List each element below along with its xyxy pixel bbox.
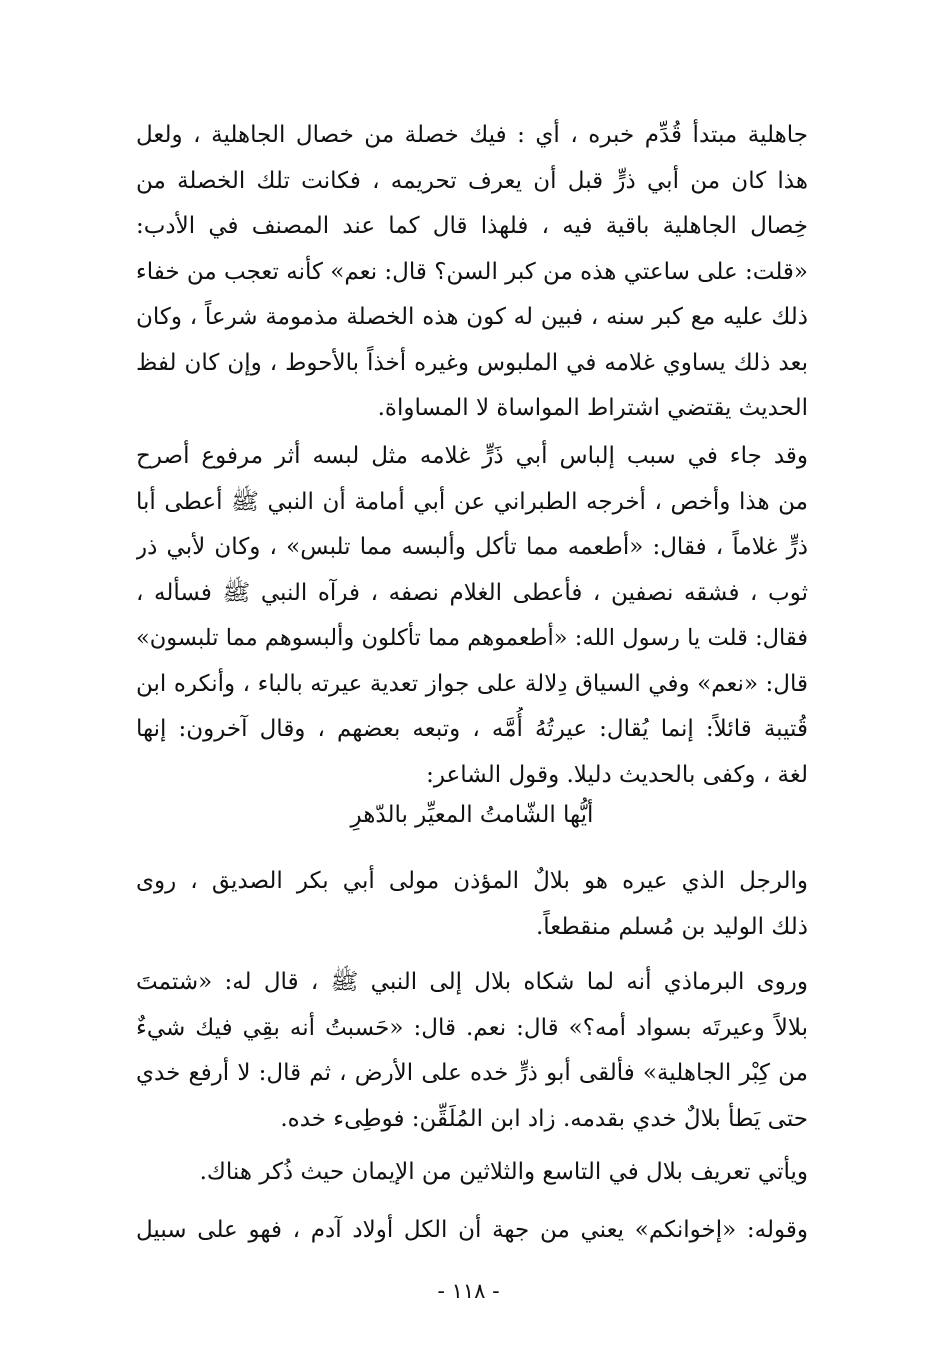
text-line: ذلك الوليد بن مُسلم منقطعاً. bbox=[535, 913, 808, 940]
text-line: حتى يَطأ بلالٌ خدي بقدمه. زاد ابن المُلَقِّن: فوطِىء خده. bbox=[280, 1105, 808, 1132]
text-line: خِصال الجاهلية باقية فيه ، فلهذا قال كما عند المصنف في الأدب: bbox=[136, 213, 808, 239]
paragraph-5 bbox=[136, 1150, 808, 1196]
text-line: قال: «نعم» وفي السياق دِلالة على جواز تعدية عيرته بالباء ، وأنكره ابن bbox=[136, 670, 808, 697]
text-line: فقال: قلت يا رسول الله: «أطعموهم مما تأكلون وألبسوهم مما تلبسون» bbox=[136, 625, 808, 651]
text-line: ثوب ، فشقه نصفين ، فأعطى الغلام نصفه ، فرآه النبي ﷺ فسأله ، bbox=[136, 579, 808, 606]
text-line: وروى البرماذي أنه لما شكاه بلال إلى النبي ﷺ ، قال له: «شتمتَ bbox=[136, 969, 808, 995]
text-line: من هذا وأخص ، أخرجه الطبراني عن أبي أمامة أن النبي ﷺ أعطى أبا bbox=[136, 488, 808, 515]
text-line: وقوله: «إخوانكم» يعني من جهة أن الكل أولاد آدم ، فهو على سبيل bbox=[136, 1217, 808, 1243]
text-line: لغة ، وكفى بالحديث دليلا. وقول الشاعر: bbox=[426, 761, 808, 788]
page-number: - ١١٨ - bbox=[437, 1279, 500, 1303]
paragraph-4 bbox=[136, 960, 808, 1142]
text-line: الحديث يقتضي اشتراط المواساة لا المساواة. bbox=[377, 395, 808, 421]
text-line: ذلك عليه مع كبر سنه ، فبين له كون هذه الخصلة مذمومة شرعاً ، وكان bbox=[136, 304, 808, 330]
paragraph-3 bbox=[136, 859, 808, 950]
text-line: بعد ذلك يساوي غلامه في الملبوس وغيره أخذاً بالأحوط ، وإن كان لفظ bbox=[136, 349, 808, 376]
text-line: والرجل الذي عيره هو بلالٌ المؤذن مولى أبي بكر الصديق ، روى bbox=[136, 868, 808, 894]
paragraph-2 bbox=[136, 434, 808, 798]
text-line: بلالاً وعيرتَه بسواد أمه؟» قال: نعم. قال: «حَسبتُ أنه بقِي فيك شيءٌ bbox=[136, 1014, 808, 1041]
paragraph-1 bbox=[136, 113, 808, 432]
text-line: ذرٍّ غلاماً ، فقال: «أطعمه مما تأكل وألبسه مما تلبس» ، وكان لأبي ذر bbox=[136, 534, 808, 560]
text-line: هذا كان من أبي ذرٍّ قبل أن يعرف تحريمه ، فكانت تلك الخصلة من bbox=[136, 167, 808, 194]
poetry-verse: أيُّها الشّامتُ المعيِّر بالدّهرِ bbox=[350, 802, 594, 828]
text-line: من كِبْر الجاهلية» فألقى أبو ذرٍّ خده على الأرض ، ثم قال: لا أرفع خدي bbox=[136, 1060, 808, 1086]
text-line: جاهلية مبتدأ قُدِّم خبره ، أي : فيك خصلة من خصال الجاهلية ، ولعل bbox=[136, 122, 808, 148]
text-line: قُتيبة قائلاً: إنما يُقال: عيرتُهُ أُمَّه ، وتبعه بعضهم ، وقال آخرون: إنها bbox=[136, 716, 808, 742]
text-line: ويأتي تعريف بلال في التاسع والثلاثين من الإيمان حيث ذُكر هناك. bbox=[199, 1159, 808, 1185]
paragraph-6 bbox=[136, 1208, 808, 1254]
text-line: «قلت: على ساعتي هذه من كبر السن؟ قال: نعم» كأنه تعجب من خفاء bbox=[136, 258, 808, 285]
text-line: وقد جاء في سبب إلباس أبي ذَرٍّ غلامه مثل لبسه أثر مرفوع أصرح bbox=[136, 443, 808, 469]
